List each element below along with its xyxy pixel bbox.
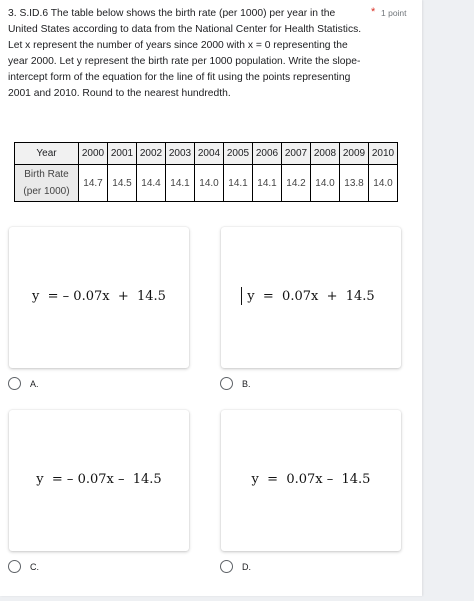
choice-d-label[interactable]: D. — [242, 562, 251, 572]
year-cell: 2003 — [166, 143, 195, 165]
choice-d-radio[interactable] — [220, 560, 233, 573]
year-cell: 2009 — [340, 143, 369, 165]
choice-c-radio[interactable] — [8, 560, 21, 573]
year-cell: 2008 — [311, 143, 340, 165]
choice-c-equation: y = – 0.07x – 14.5 — [36, 472, 162, 487]
rate-cell: 14.0 — [369, 165, 398, 202]
rate-cell: 14.2 — [282, 165, 311, 202]
birth-rate-row — [15, 165, 398, 202]
rate-cell: 14.5 — [108, 165, 137, 202]
year-cell: 2005 — [224, 143, 253, 165]
year-cell: 2000 — [79, 143, 108, 165]
year-cell: 2002 — [137, 143, 166, 165]
year-cell: 2010 — [369, 143, 398, 165]
choice-a-label[interactable]: A. — [30, 379, 39, 389]
year-cell: 2006 — [253, 143, 282, 165]
year-row — [15, 143, 398, 165]
year-cell: 2004 — [195, 143, 224, 165]
points-label: 1 point — [381, 8, 407, 18]
birth-rate-table — [14, 142, 398, 202]
choice-a-radio[interactable] — [8, 377, 21, 390]
choice-c-label[interactable]: C. — [30, 562, 39, 572]
choice-d-equation: y = 0.07x – 14.5 — [251, 472, 371, 487]
year-header: Year — [15, 143, 79, 165]
choice-b-image[interactable] — [221, 227, 401, 368]
birth-rate-unit: (per 1000) — [23, 186, 70, 197]
choice-d-image[interactable] — [221, 410, 401, 551]
rate-cell: 13.8 — [340, 165, 369, 202]
choice-a-equation: y = – 0.07x + 14.5 — [32, 289, 166, 304]
choice-b-radio[interactable] — [220, 377, 233, 390]
rate-cell: 14.7 — [79, 165, 108, 202]
rate-cell: 14.1 — [253, 165, 282, 202]
choice-b-label[interactable]: B. — [242, 379, 251, 389]
year-cell: 2001 — [108, 143, 137, 165]
birth-rate-label: Birth Rate — [24, 169, 69, 180]
choice-b-equation: y = 0.07x + 14.5 — [247, 289, 375, 304]
choice-c-image[interactable] — [9, 410, 189, 551]
rate-cell: 14.4 — [137, 165, 166, 202]
year-cell: 2007 — [282, 143, 311, 165]
rate-cell: 14.0 — [195, 165, 224, 202]
rate-cell: 14.0 — [311, 165, 340, 202]
rate-cell: 14.1 — [166, 165, 195, 202]
birth-rate-header — [15, 165, 79, 202]
choice-a-image[interactable] — [9, 227, 189, 368]
question-text: 3. S.ID.6 The table below shows the birth rate (per 1000) per year in the United States according to data from the National Center for Health Statistics. Let x represent the number of years since 2000 with x = 0 representing the year 2000. Let y represent the birth rate per 1000 population. Write the slope-intercept form of the equation for the line of fit using the points representing 2001 and 2010. Round to the nearest hundredth. — [8, 8, 362, 99]
rate-cell: 14.1 — [224, 165, 253, 202]
required-asterisk: * — [371, 6, 376, 18]
